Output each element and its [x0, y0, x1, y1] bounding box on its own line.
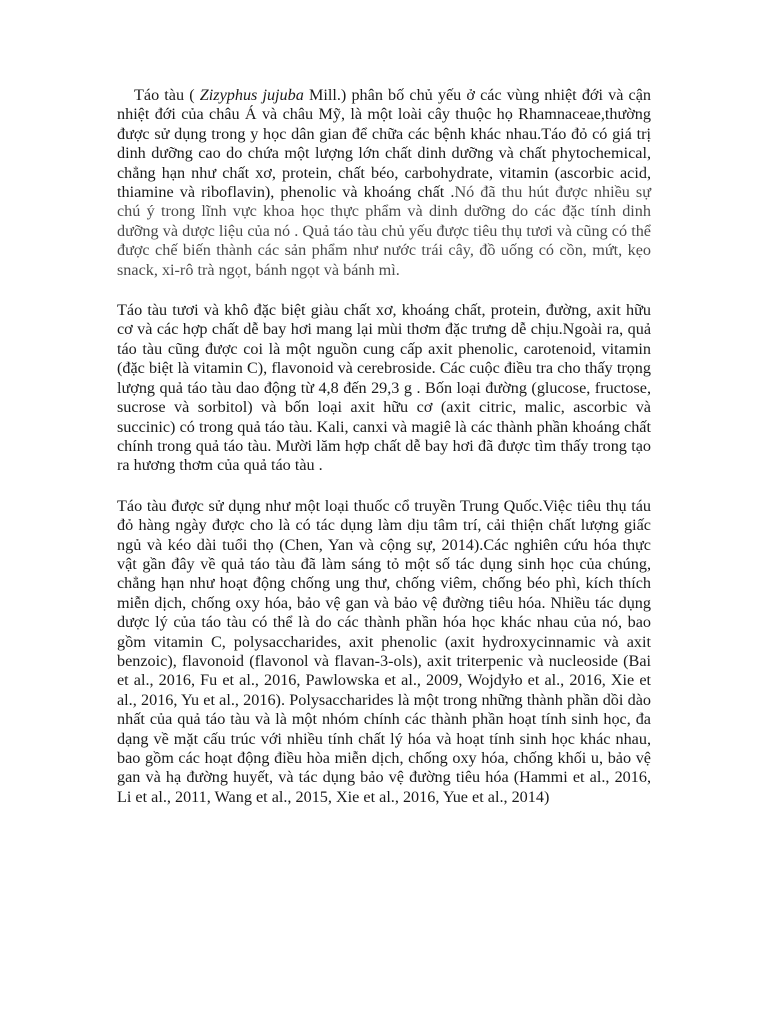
document-page [117, 86, 651, 828]
paragraph-medicinal [117, 497, 651, 808]
paragraph-composition [117, 301, 651, 476]
paragraph-intro-run-1: Táo tàu ( [134, 86, 200, 104]
species-name: Zizyphus jujuba [199, 86, 304, 104]
paragraph-intro [117, 86, 651, 280]
paragraph-intro-run-3: Mill.) phân bố chủ yếu ở các vùng nhiệt đới và cận nhiệt đới của châu Á và châu Mỹ, là một loài cây thuộc họ Rhamnaceae,thường được sử dụng trong y học dân gian để chữa các bệnh khác nhau.Táo đỏ có giá trị dinh dưỡng cao do chứa một lượng lớn chất dinh dưỡng và chất phytochemical, chẳng hạn như chất xơ, protein, chất béo, carbohydrate, vitamin (ascorbic acid, thiamine và riboflavin), phenolic và khoáng chất . [117, 86, 651, 202]
paragraph-medicinal-text: Táo tàu được sử dụng như một loại thuốc cổ truyền Trung Quốc.Việc tiêu thụ táu đỏ hàng ngày được cho là có tác dụng làm dịu tâm trí, cải thiện chất lượng giấc ngủ và kéo dài tuổi thọ (Chen, Yan và cộng sự, 2014).Các nghiên cứu hóa thực vật gần đây về quả táo tàu đã làm sáng tỏ một số tác dụng sinh học của chúng, chẳng hạn như hoạt động chống ung thư, chống viêm, chống béo phì, kích thích miễn dịch, chống oxy hóa, bảo vệ gan và bảo vệ đường tiêu hóa. Nhiều tác dụng dược lý của táo tàu có thể là do các thành phần hóa học khác nhau của nó, bao gồm vitamin C, polysaccharides, axit phenolic (axit hydroxycinnamic và axit benzoic), flavonoid (flavonol và flavan-3-ols), axit triterpenic và nucleoside (Bai et al., 2016, Fu et al., 2016, Pawlowska et al., 2009, Wojdyło et al., 2016, Xie et al., 2016, Yu et al., 2016). Polysaccharides là một trong những thành phần dồi dào nhất của quả táo tàu và là một nhóm chính các thành phần hoạt tính sinh học, đa dạng về mặt cấu trúc với nhiều tính chất lý hóa và hoạt tính sinh học khác nhau, bao gồm các hoạt động điều hòa miễn dịch, chống oxy hóa, chống khối u, bảo vệ gan và hạ đường huyết, và tác dụng bảo vệ đường tiêu hóa (Hammi et al., 2016, Li et al., 2011, Wang et al., 2015, Xie et al., 2016, Yue et al., 2014) [117, 496, 651, 806]
paragraph-composition-text: Táo tàu tươi và khô đặc biệt giàu chất xơ, khoáng chất, protein, đường, axit hữu cơ và các hợp chất dễ bay hơi mang lại mùi thơm đặc trưng dễ chịu.Ngoài ra, quả táo tàu cũng được coi là một nguồn cung cấp axit phenolic, carotenoid, vitamin (đặc biệt là vitamin C), flavonoid và cerebroside. Các cuộc điều tra cho thấy trọng lượng quả táo tàu dao động từ 4,8 đến 29,3 g . Bốn loại đường (glucose, fructose, sucrose và sorbitol) và bốn loại axit hữu cơ (axit citric, malic, ascorbic và succinic) có trong quả táo tàu. Kali, canxi và magiê là các thành phần khoáng chất chính trong quả táo tàu. Mười lăm hợp chất dễ bay hơi đã được tìm thấy trong tạo ra hương thơm của quả táo tàu . [117, 301, 651, 475]
paragraph-intro-run-4: Nó đã thu hút được nhiều sự chú ý trong lĩnh vực khoa học thực phẩm và dinh dưỡng do các đặc tính dinh dưỡng và dược liệu của nó . Quả táo tàu chủ yếu được tiêu thụ tươi và cũng có thể được chế biến thành các sản phẩm như nước trái cây, đồ uống có cồn, mứt, kẹo snack, xi-rô trà ngọt, bánh ngọt và bánh mì. [117, 183, 651, 279]
